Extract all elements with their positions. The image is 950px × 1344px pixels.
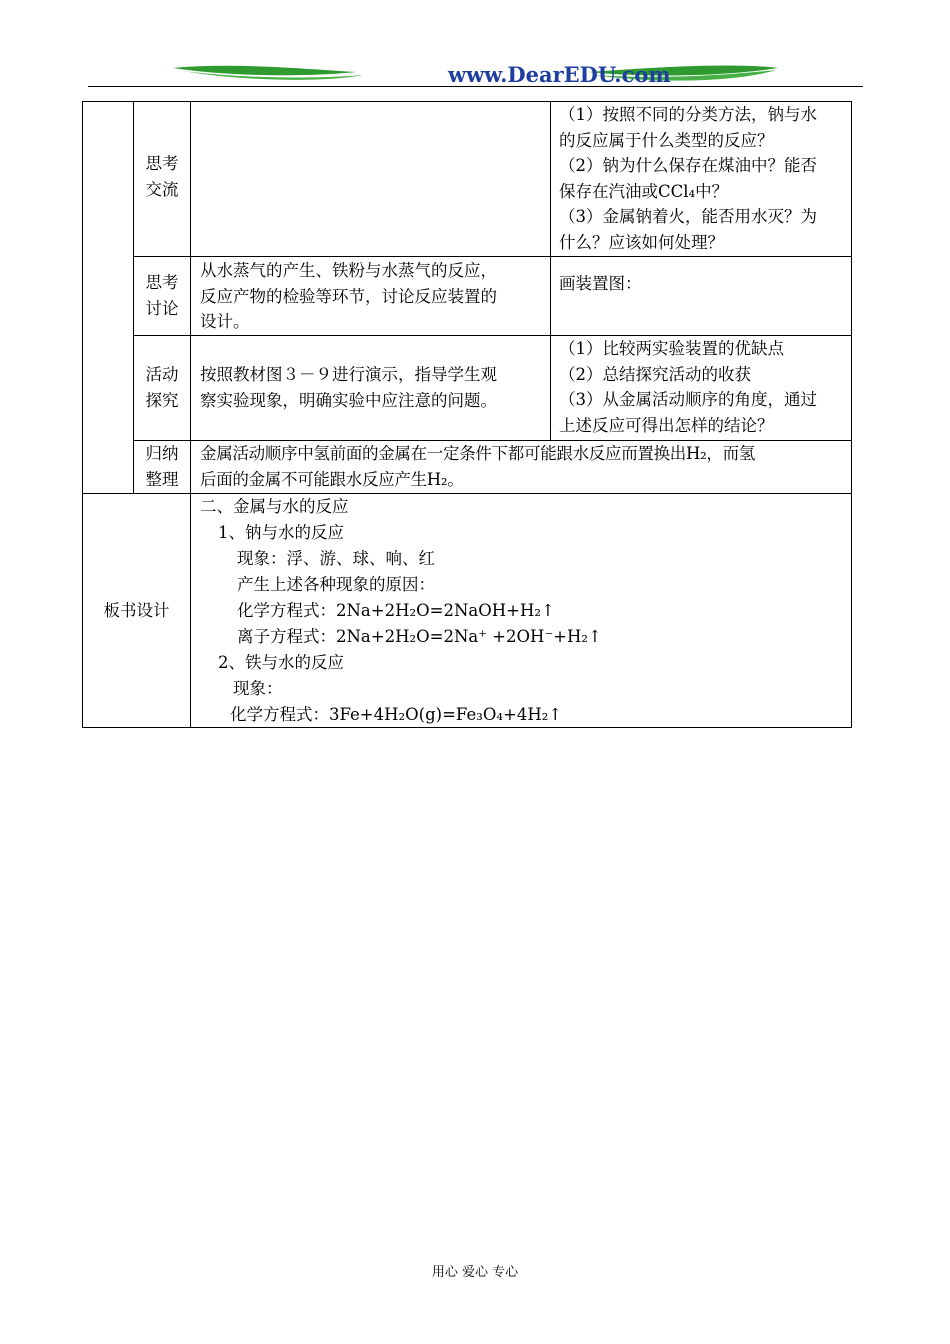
board-line: 化学方程式：3Fe+4H₂O(g)=Fe₃O₄+4H₂↑ bbox=[230, 705, 563, 724]
row-label-guina-zhengli: 归纳 整理 bbox=[145, 444, 179, 489]
board-line: 化学方程式：2Na+2H₂O=2NaOH+H₂↑ bbox=[237, 601, 555, 620]
sikao-taolun-content: 从水蒸气的产生、铁粉与水蒸气的反应， 反应产物的检验等环节，讨论反应装置的 设计。 bbox=[200, 261, 497, 331]
board-design-label: 板书设计 bbox=[103, 601, 170, 620]
huodong-tanjiu-questions: （1）比较两实验装置的优缺点 （2）总结探究活动的收获 （3）从金属活动顺序的角度，通过 上述反应可得出怎样的结论？ bbox=[559, 339, 817, 435]
row-label-huodong-tanjiu: 活动 探究 bbox=[145, 365, 179, 410]
header-rule bbox=[88, 86, 863, 87]
lesson-table bbox=[82, 101, 852, 728]
row-label-sikao-taolun: 思考 讨论 bbox=[145, 273, 179, 318]
sikao-taolun-right: 画装置图： bbox=[559, 274, 642, 293]
huodong-tanjiu-content: 按照教材图３－９进行演示，指导学生观 察实验现象，明确实验中应注意的问题。 bbox=[200, 365, 497, 410]
board-line: 现象： bbox=[233, 679, 283, 698]
board-line: 现象：浮、游、球、响、红 bbox=[237, 549, 435, 568]
board-line: 二、金属与水的反应 bbox=[200, 497, 349, 516]
board-design-content bbox=[200, 494, 840, 728]
page-footer: 用心 爱心 专心 bbox=[431, 1265, 519, 1280]
board-line: 产生上述各种现象的原因： bbox=[237, 575, 435, 594]
site-logo-text[interactable]: www.DearEDU.com bbox=[448, 62, 671, 87]
board-line: 2、铁与水的反应 bbox=[218, 653, 344, 672]
board-line: 离子方程式：2Na+2H₂O=2Na⁺ +2OH⁻+H₂↑ bbox=[237, 627, 602, 646]
sikao-jiaoliu-questions: （1）按照不同的分类方法，钠与水 的反应属于什么类型的反应？ （2）钠为什么保存在煤油中？能否 保存在汽油或CCl₄中？ （3）金属钠着火，能否用水灭？为 什么？应该如何处理？ bbox=[559, 105, 817, 252]
row-label-sikao-jiaoliu: 思考 交流 bbox=[145, 154, 179, 199]
board-line: 1、钠与水的反应 bbox=[218, 523, 344, 542]
page-header bbox=[88, 58, 863, 92]
guina-zhengli-text: 金属活动顺序中氢前面的金属在一定条件下都可能跟水反应而置换出H₂，而氢 后面的金属不可能跟水反应产生H₂。 bbox=[200, 444, 756, 489]
